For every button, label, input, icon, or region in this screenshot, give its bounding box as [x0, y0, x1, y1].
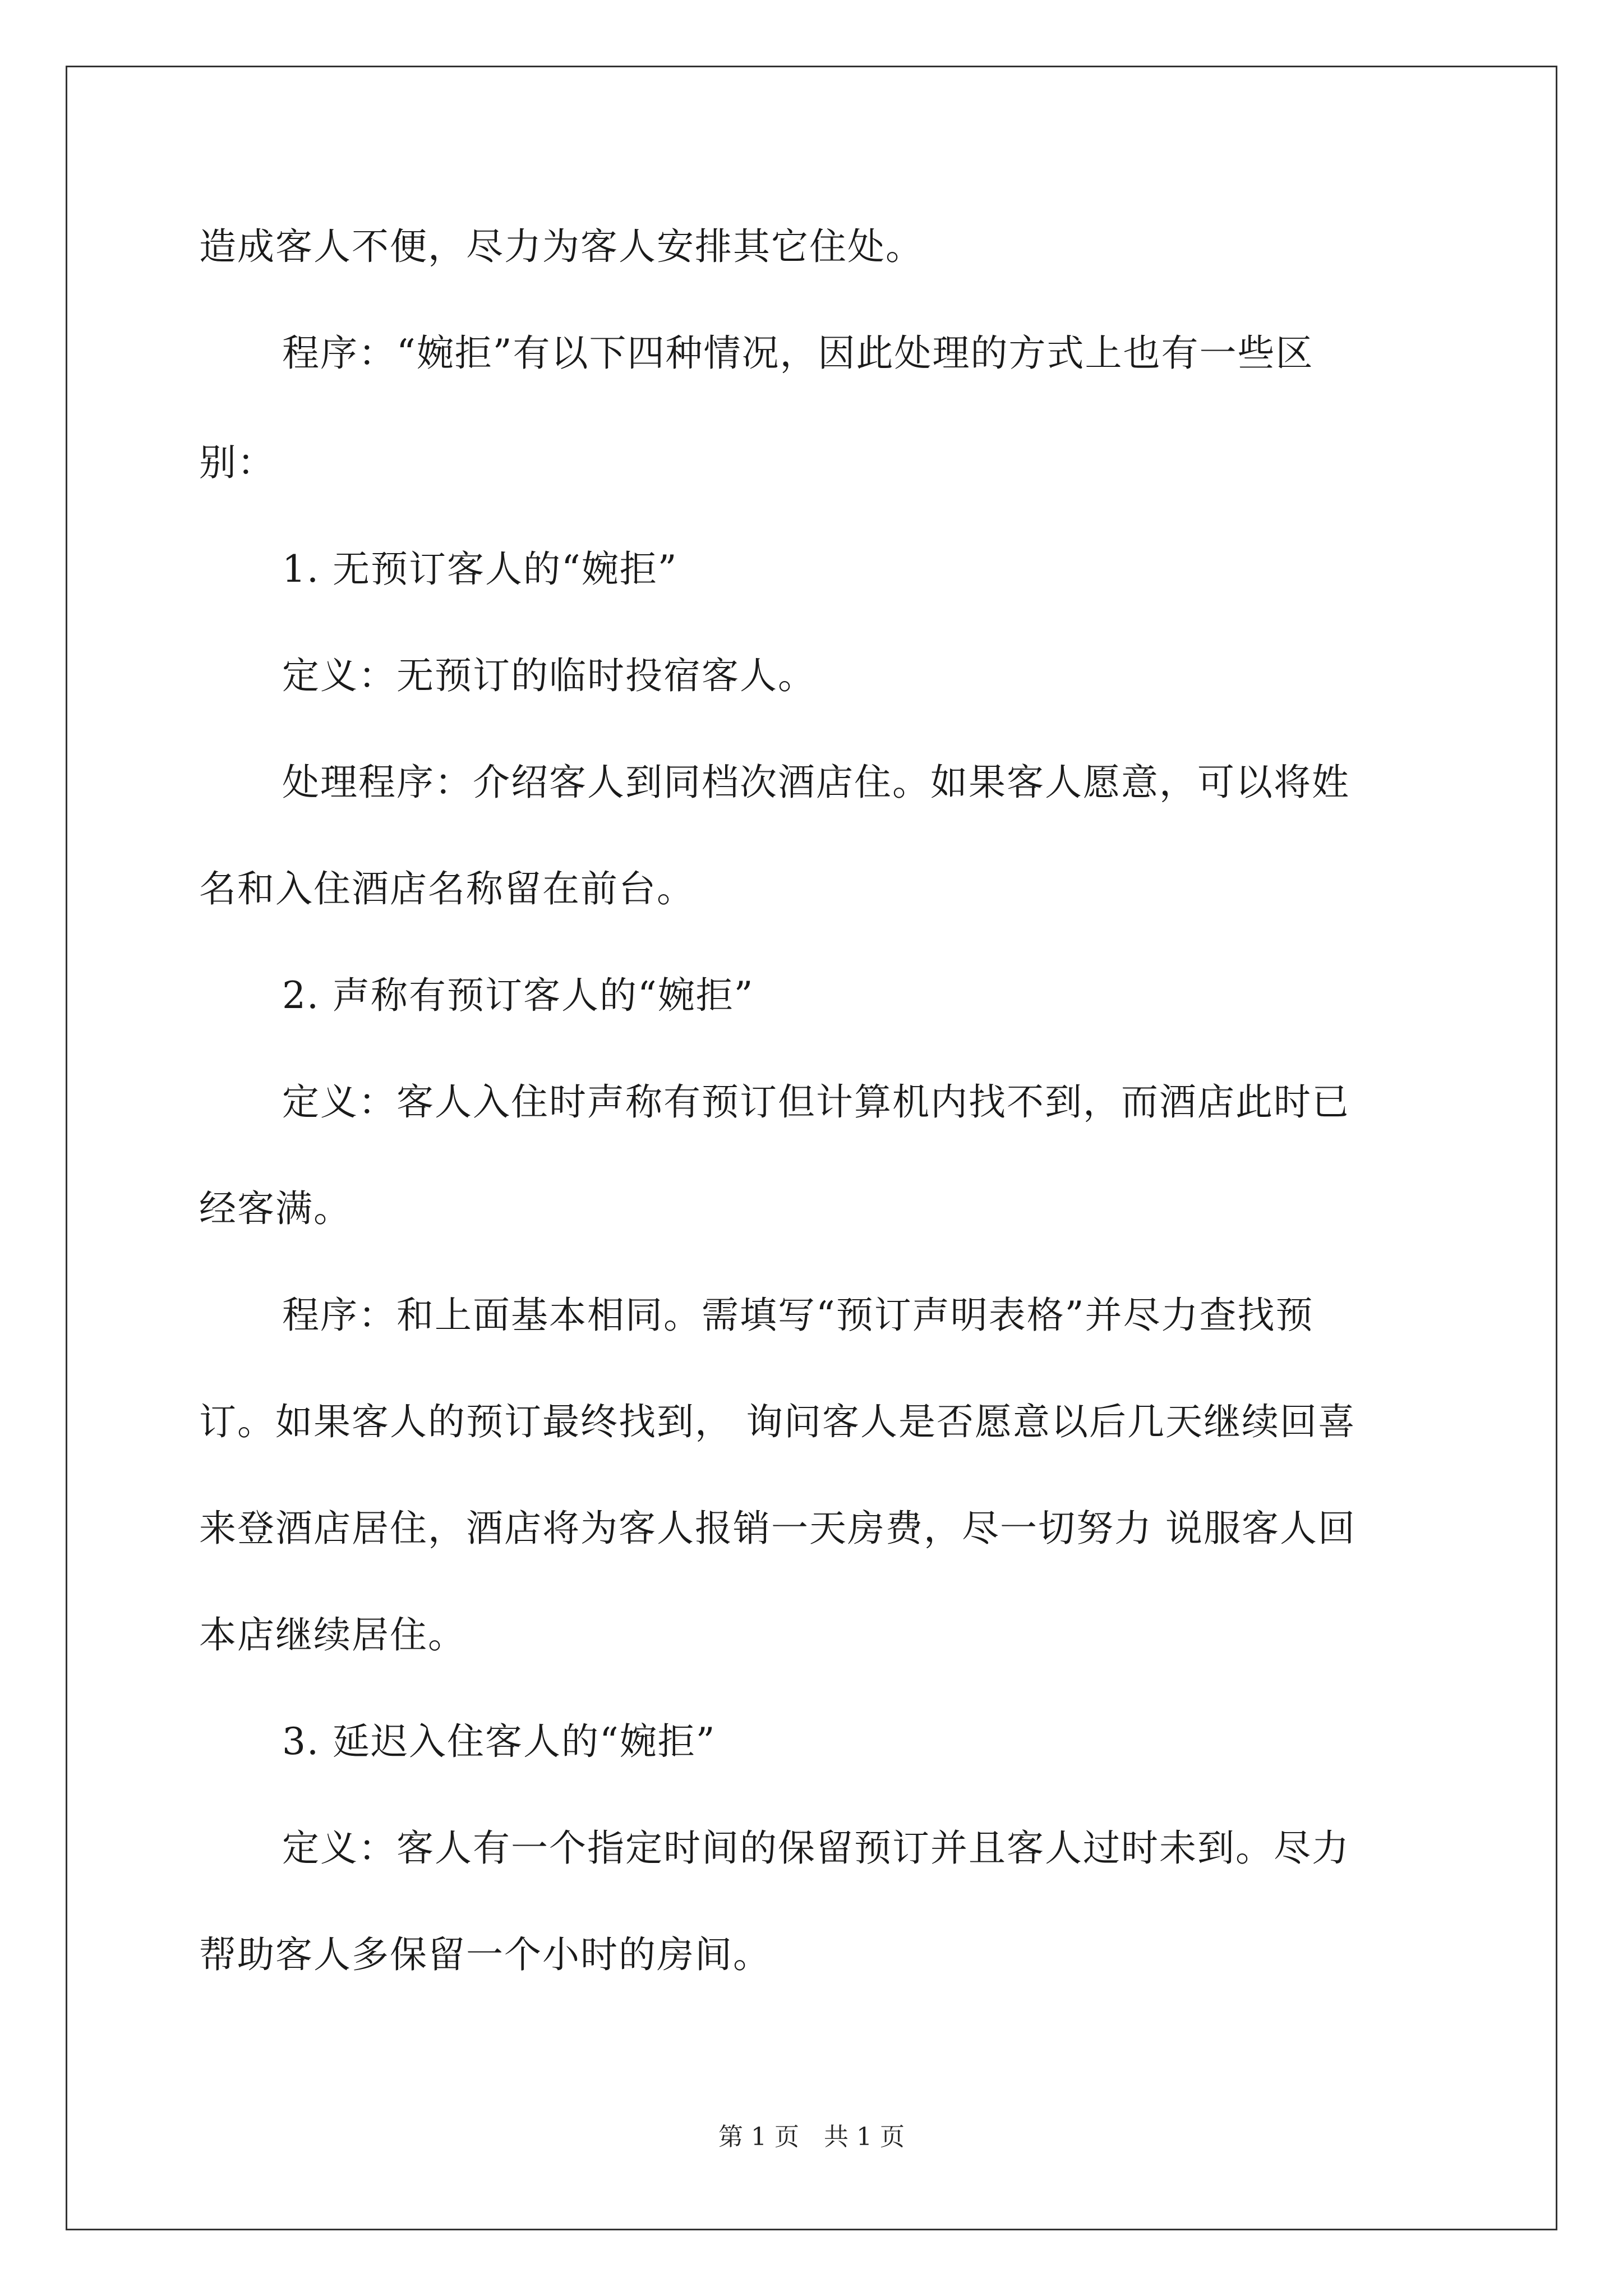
text-line: 订。如果客人的预订最终找到， 询问客人是否愿意以后几天继续回喜: [199, 1400, 1356, 1443]
text-line: 别：: [199, 441, 275, 484]
text-line: 本店继续居住。: [199, 1613, 466, 1657]
text-line: 处理程序：介绍客人到同档次酒店住。如果客人愿意，可以将姓: [282, 761, 1350, 804]
page-number: 第 1 页 共 1 页: [718, 2123, 905, 2151]
page-border: [66, 66, 1557, 2230]
text-line: 名和入住酒店名称留在前台。: [199, 867, 695, 910]
text-line: 经客满。: [199, 1187, 352, 1230]
section-heading: 3. 延迟入住客人的“婉拒”: [282, 1720, 716, 1763]
text-line: 程序：和上面基本相同。需填写“预订声明表格”并尽力查找预: [282, 1294, 1314, 1337]
text-line: 程序：“婉拒”有以下四种情况，因此处理的方式上也有一些区: [282, 332, 1314, 375]
text-line: 定义：客人有一个指定时间的保留预订并且客人过时未到。尽力: [282, 1826, 1350, 1870]
text-line: 造成客人不便，尽力为客人安排其它住处。: [199, 225, 924, 268]
text-line: 定义：客人入住时声称有预订但计算机内找不到，而酒店此时已: [282, 1080, 1350, 1124]
section-heading: 1. 无预订客人的“婉拒”: [282, 547, 678, 591]
text-line: 定义：无预订的临时投宿客人。: [282, 654, 816, 697]
section-heading: 2. 声称有预订客人的“婉拒”: [282, 974, 754, 1017]
text-line: 来登酒店居住，酒店将为客人报销一天房费，尽一切努力 说服客人回: [199, 1507, 1356, 1550]
text-line: 帮助客人多保留一个小时的房间。: [199, 1933, 771, 1976]
